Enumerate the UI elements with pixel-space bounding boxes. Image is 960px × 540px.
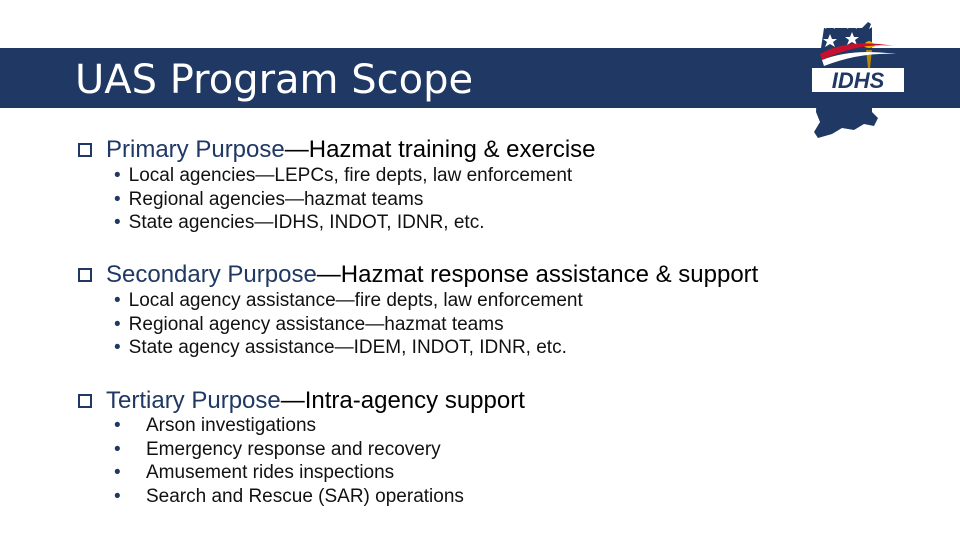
list-item: • State agencies—IDHS, INDOT, IDNR, etc. bbox=[114, 212, 485, 233]
logo-text: IDHS bbox=[831, 68, 885, 93]
idhs-logo bbox=[808, 8, 908, 140]
list-item: • Arson investigations bbox=[114, 415, 317, 436]
list-item: • Amusement rides inspections bbox=[114, 462, 395, 483]
section-purpose: Primary Purpose bbox=[106, 136, 285, 163]
primary-list bbox=[114, 164, 572, 235]
list-item: • Local agency assistance—fire depts, law enforcement bbox=[114, 290, 583, 311]
section-purpose: Secondary Purpose bbox=[106, 261, 317, 288]
section-secondary bbox=[78, 261, 758, 289]
list-item: • State agency assistance—IDEM, INDOT, IDNR, etc. bbox=[114, 337, 567, 358]
section-description: —Intra-agency support bbox=[280, 387, 525, 414]
list-item: • Regional agencies—hazmat teams bbox=[114, 188, 424, 210]
section-description: —Hazmat training & exercise bbox=[284, 136, 596, 163]
section-purpose: Tertiary Purpose bbox=[106, 387, 281, 414]
list-item: • Regional agency assistance—hazmat teams bbox=[114, 313, 504, 335]
tertiary-list bbox=[114, 414, 464, 508]
checkbox-bullet-icon bbox=[78, 394, 92, 408]
checkbox-bullet-icon bbox=[78, 268, 92, 282]
section-tertiary bbox=[78, 387, 525, 415]
checkbox-bullet-icon bbox=[78, 143, 92, 157]
section-primary bbox=[78, 136, 596, 164]
list-item: • Emergency response and recovery bbox=[114, 438, 441, 460]
slide-title: UAS Program Scope bbox=[75, 57, 474, 103]
secondary-list bbox=[114, 289, 583, 360]
list-item: • Local agencies—LEPCs, fire depts, law enforcement bbox=[114, 165, 573, 186]
section-description: —Hazmat response assistance & support bbox=[316, 261, 759, 288]
list-item: • Search and Rescue (SAR) operations bbox=[114, 485, 464, 507]
